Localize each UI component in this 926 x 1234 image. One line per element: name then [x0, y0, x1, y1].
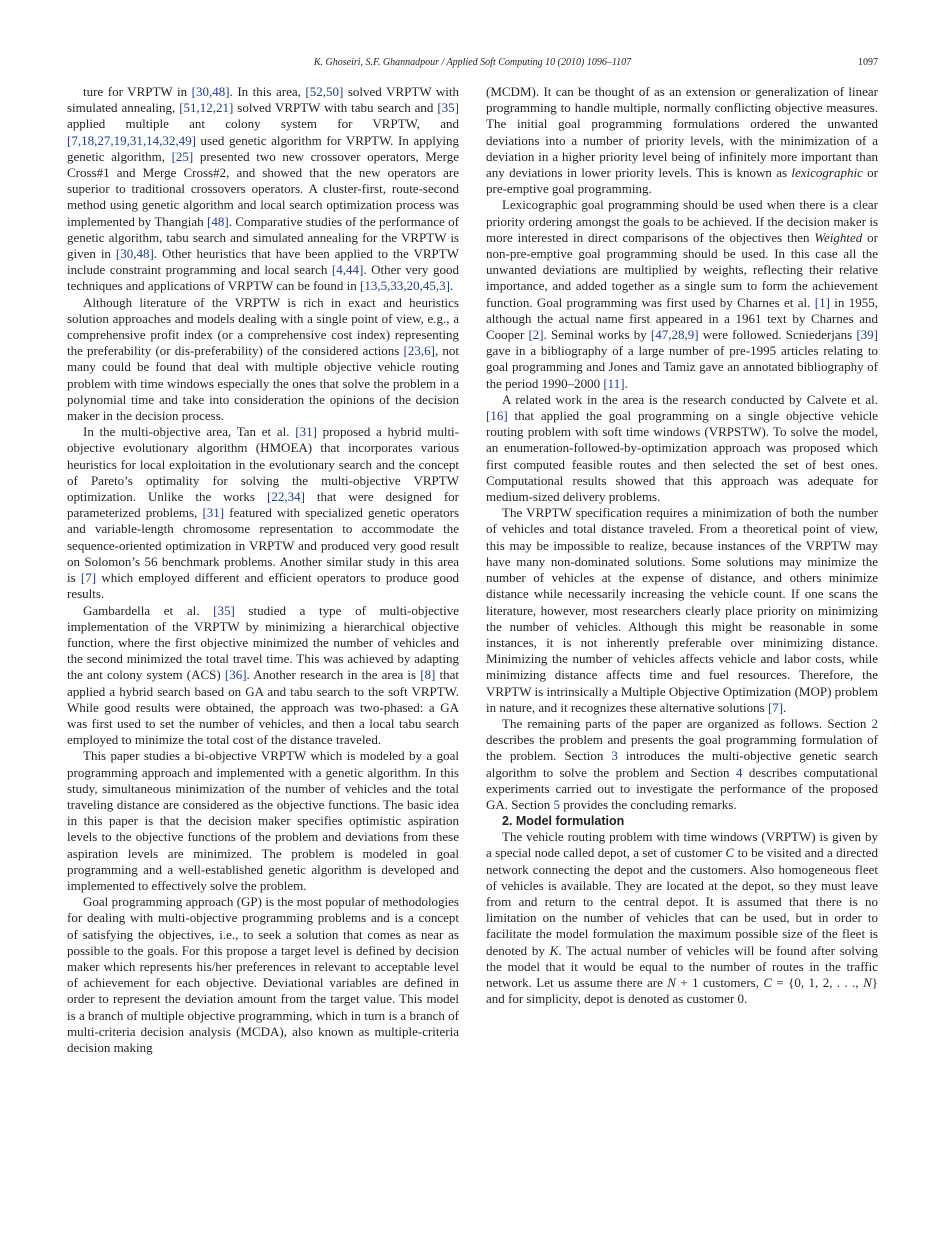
text-run: provides the concluding remarks. [560, 796, 737, 812]
body-paragraph [486, 84, 878, 197]
text-run: used genetic algorithm for VRPTW. In applying genetic algorithm, [67, 132, 459, 164]
right-column-intro [486, 84, 878, 813]
text-run: that were designed for parameterized problems, [67, 489, 459, 521]
citation-link[interactable]: [36] [224, 667, 247, 683]
text-run: Lexicographic goal programming should be used when there is a clear priority ordering amongst the goals to be achieved. If the decision maker is more interested in direct comparisons of the objectives then [486, 197, 878, 245]
text-run: . [783, 699, 787, 715]
running-header [67, 56, 878, 70]
text-run: studied a type of multi-objective implementation of the VRPTW by minimizing a hierarchical objective function, where the first objective minimized the number of vehicles and the second minimized the total travel time. This was achieved by adapting the ant colony system (ACS) [67, 602, 459, 683]
text-run: This paper studies a bi-objective VRPTW which is modeled by a goal programming approach and implemented with a genetic algorithm. In this study, simultaneous minimization of the number of vehicles and the total traveling distance are considered as the objective functions. The basic idea in this paper is that the decision maker specifies optimistic aspiration levels to the objective functions of the problem and deviations from these aspiration levels are minimized. The problem is modeled in goal programming and a well-established genetic algorithm is developed and implemented to effectively solve the problem. [67, 748, 459, 893]
emphasis-text: Weighted [814, 229, 863, 245]
text-run: . [624, 375, 628, 391]
text-run: The vehicle routing problem with time windows (VRPTW) is given by a special node called depot, a set of customer [486, 829, 878, 861]
page-number: 1097 [858, 57, 878, 68]
citation-link[interactable]: [16] [486, 408, 508, 424]
citation-link[interactable]: 4 [735, 764, 743, 780]
text-run: . Seminal works by [543, 327, 651, 343]
citation-link[interactable]: [8] [420, 667, 436, 683]
citation-link[interactable]: 3 [611, 748, 618, 764]
body-paragraph [67, 84, 459, 295]
citation-link[interactable]: [11] [603, 375, 625, 391]
text-run: . Another research in the area is [246, 667, 421, 683]
citation-link[interactable]: [30,48] [191, 84, 230, 99]
text-run: solved VRPTW with tabu search and [233, 100, 438, 116]
citation-link[interactable]: [31] [202, 505, 225, 521]
text-run: proposed a hybrid multi-objective evolutionary algorithm (HMOEA) that incorporates various heuristics for local exploitation in the evolutionary search and the concept of Pareto’s optimality for solving the multi-objective VRPTW optimization. Unlike the works [67, 424, 459, 505]
text-run: . The actual number of vehicles will be found after solving the model that it would be equal to the number of routes in the traffic network. Let us assume there are [486, 942, 879, 990]
text-run: were followed. Scniederjans [698, 327, 857, 343]
body-paragraph [486, 716, 878, 813]
text-run: The remaining parts of the paper are organized as follows. Section [502, 715, 872, 731]
text-run: = {0, 1, 2, . . ., [772, 974, 864, 990]
left-column [67, 84, 459, 1056]
text-run: describes the problem and presents the goal programming formulation of the problem. Section [486, 732, 878, 764]
citation-link[interactable]: [22,34] [266, 489, 305, 505]
citation-link[interactable]: [7] [80, 570, 97, 586]
text-run: + 1 customers, [675, 974, 764, 990]
text-run: that applied a hybrid search based on GA and tabu search to the soft VRPTW. While good results were obtained, the approach was two-phased: a GA was first used to set the number of vehicles, and then a local tabu search employed to minimize the total cost of the distance traveled. [67, 667, 459, 748]
text-run: In the multi-objective area, Tan et al. [83, 424, 296, 440]
citation-link[interactable]: [13,5,33,20,45,3] [360, 278, 450, 294]
body-paragraph [486, 392, 878, 505]
citation-link[interactable]: [47,28,9] [650, 327, 699, 343]
text-run: featured with specialized genetic operators and variable-length chromosome representation to accommodate the sequence-oriented optimization in VRPTW and produced very good result on Solomon’s 56 benchmark problems. Another similar study in this area is [67, 505, 460, 586]
emphasis-text: N [667, 974, 676, 990]
text-run: Although literature of the VRPTW is rich in exact and heuristics solution approaches and models dealing with a single point of view, e.g., a comprehensive profit index (or a comprehensive cost index) representing the preferability (or dis-preferability) of the considered actions [67, 294, 459, 359]
text-run: (MCDM). It can be thought of as an extension or generalization of linear programming to handle multiple, normally conflicting objective measures. The initial goal programming formulations ordered the unwanted deviations into a number of priority levels, with the minimization of a deviation in a higher priority level being of infinitely more important than any deviations in lower priority levels. This is known as [486, 84, 878, 181]
emphasis-text: N [863, 974, 872, 990]
emphasis-text: C [763, 974, 773, 990]
citation-link[interactable]: [4,44] [331, 262, 364, 278]
citation-link[interactable]: [39] [856, 327, 878, 343]
emphasis-text: K [549, 942, 559, 958]
citation-link[interactable]: [35] [213, 602, 235, 618]
text-run: or pre-emptive goal programming. [486, 165, 878, 197]
body-paragraph [486, 829, 878, 1007]
text-run: . Other heuristics that have been applied to the VRPTW include constraint programming and local search [67, 246, 459, 278]
citation-link[interactable]: [35] [437, 100, 459, 116]
citation-link[interactable]: 5 [553, 796, 561, 812]
right-column-model-formulation [486, 829, 878, 1007]
body-paragraph [486, 197, 878, 391]
text-run: presented two new crossover operators, Merge Cross#1 and Merge Cross#2, and showed that the new operators are superior to traditional crossovers operators. A cluster-first, route-second method using genetic algorithm and local search optimization process was implemented by Thangiah [67, 148, 459, 229]
text-run: introduces the multi-objective genetic search algorithm to solve the problem and Section [486, 748, 879, 780]
body-paragraph [67, 295, 459, 425]
text-run: solved VRPTW with simulated annealing, [67, 84, 459, 116]
citation-link[interactable]: [48] [207, 213, 229, 229]
body-paragraph [67, 424, 459, 602]
citation-link[interactable]: [51,12,21] [179, 100, 234, 116]
body-paragraph [486, 505, 878, 716]
text-run: to be visited and a directed network connecting the depot and the customers. Also homogeneous fleet of vehicles is available. They are located at the depot, so they must leave from and return to the central depot. It is assumed that there is no limitation on the number of vehicles that can be used, but in order to facilitate the model formulation the maximum possible size of the fleet is denoted by [486, 845, 878, 958]
text-run: , not many could be found that deal with multiple objective vehicle routing problem with time windows especially the ones that solve the problem in a polynomial time and take into consideration the opinions of the decision maker in the decision process. [67, 343, 459, 424]
text-run: applied multiple ant colony system for VRPTW, and [67, 116, 459, 132]
citation-link[interactable]: [25] [171, 148, 194, 164]
body-paragraph [67, 748, 459, 894]
text-run: ture for VRPTW in [83, 84, 192, 99]
emphasis-text: lexicographic [791, 165, 863, 181]
citation-link[interactable]: [52,50] [305, 84, 344, 99]
body-paragraph [67, 894, 459, 1056]
text-run: which employed different and efficient operators to produce good results. [67, 570, 459, 602]
citation-link[interactable]: [7] [767, 699, 784, 715]
right-column [486, 84, 878, 1007]
citation-link[interactable]: [1] [814, 294, 830, 310]
body-paragraph [67, 603, 459, 749]
text-run: Gambardella et al. [83, 602, 214, 618]
text-run: . In this area, [229, 84, 306, 99]
text-run: } and for simplicity, depot is denoted as customer 0. [486, 974, 878, 1007]
text-run: . Other very good techniques and applications of VRPTW can be found in [67, 262, 459, 294]
text-run: Goal programming approach (GP) is the most popular of methodologies for dealing with multi-objective programming problems and is a concept of satisfying the objectives, i.e., to seek a solution that comes as near as possible to the goals. For this propose a target level is defined by decision maker which represents his/her preferences in relevant to acceptable level of achievement for each objective. Deviational variables are defined in order to represent the deviation amount from the target value. This model is a branch of multiple objective programming, which in turn is a branch of multi-criteria decision analysis (MCDA), also known as multiple-criteria decision making [67, 894, 459, 1055]
citation-link[interactable]: 2 [871, 715, 878, 731]
text-run: describes computational experiments carried out to investigate the performance of the proposed GA. Section [486, 764, 878, 812]
citation-link[interactable]: [30,48] [115, 246, 154, 262]
text-run: or non-pre-emptive goal programming should be used. In this case all the unwanted deviations are multiplied by weights, reflecting their relative importance, and added together as a single sum to form the achievement function. Goal programming was first used by Charnes et al. [486, 229, 878, 310]
text-run: in 1955, although the actual name first appeared in a 1961 text by Charnes and Cooper [486, 294, 878, 343]
text-run: gave in a bibliography of a large number of pre-1995 articles relating to goal programming and Jones and Tamiz gave an annotated bibliography of the period 1990–2000 [486, 343, 878, 391]
section-heading: 2. Model formulation [502, 814, 625, 829]
citation-link[interactable]: [31] [295, 424, 317, 440]
text-run: . [449, 278, 454, 294]
text-run: A related work in the area is the research conducted by Calvete et al. [502, 391, 878, 407]
citation-link[interactable]: [7,18,27,19,31,14,32,49] [67, 132, 196, 148]
emphasis-text: C [725, 845, 735, 861]
text-run: . Comparative studies of the performance of genetic algorithm, tabu search and simulated annealing for the VRPTW is given in [67, 213, 459, 262]
citation-link[interactable]: [2] [528, 327, 544, 343]
text-run: The VRPTW specification requires a minimization of both the number of vehicles and total distance traveled. From a theoretical point of view, this may be impossible to realize, because instances of the VRPTW may have many non-dominated solutions. Some solutions may minimize the number of vehicles at the expense of distance, and others minimize distance while necessarily increasing the vehicle count. If one scans the literature, however, most researchers clearly place priority on minimizing the number of vehicles. Although this might be reasonable in some instances, it is not inherently preferable over minimizing distance. Minimizing the number of vehicles affects vehicle and labor costs, while minimizing distance affects time and fuel resources. Therefore, the VRPTW is intrinsically a Multiple Objective Optimization (MOP) problem in nature, and it recognizes these alternative solutions [486, 505, 878, 715]
citation-link[interactable]: [23,6] [403, 343, 435, 359]
text-run: that applied the goal programming on a single objective vehicle routing problem with soft time windows (VRPSTW). To solve the model, an enumeration-followed-by-optimization approach was proposed which first computed feasible routes and then selected the set of best ones. Computational results showed that this approach was adequate for medium-sized delivery problems. [486, 408, 878, 505]
journal-citation: K. Ghoseiri, S.F. Ghannadpour / Applied Soft Computing 10 (2010) 1096–1107 [313, 57, 632, 68]
